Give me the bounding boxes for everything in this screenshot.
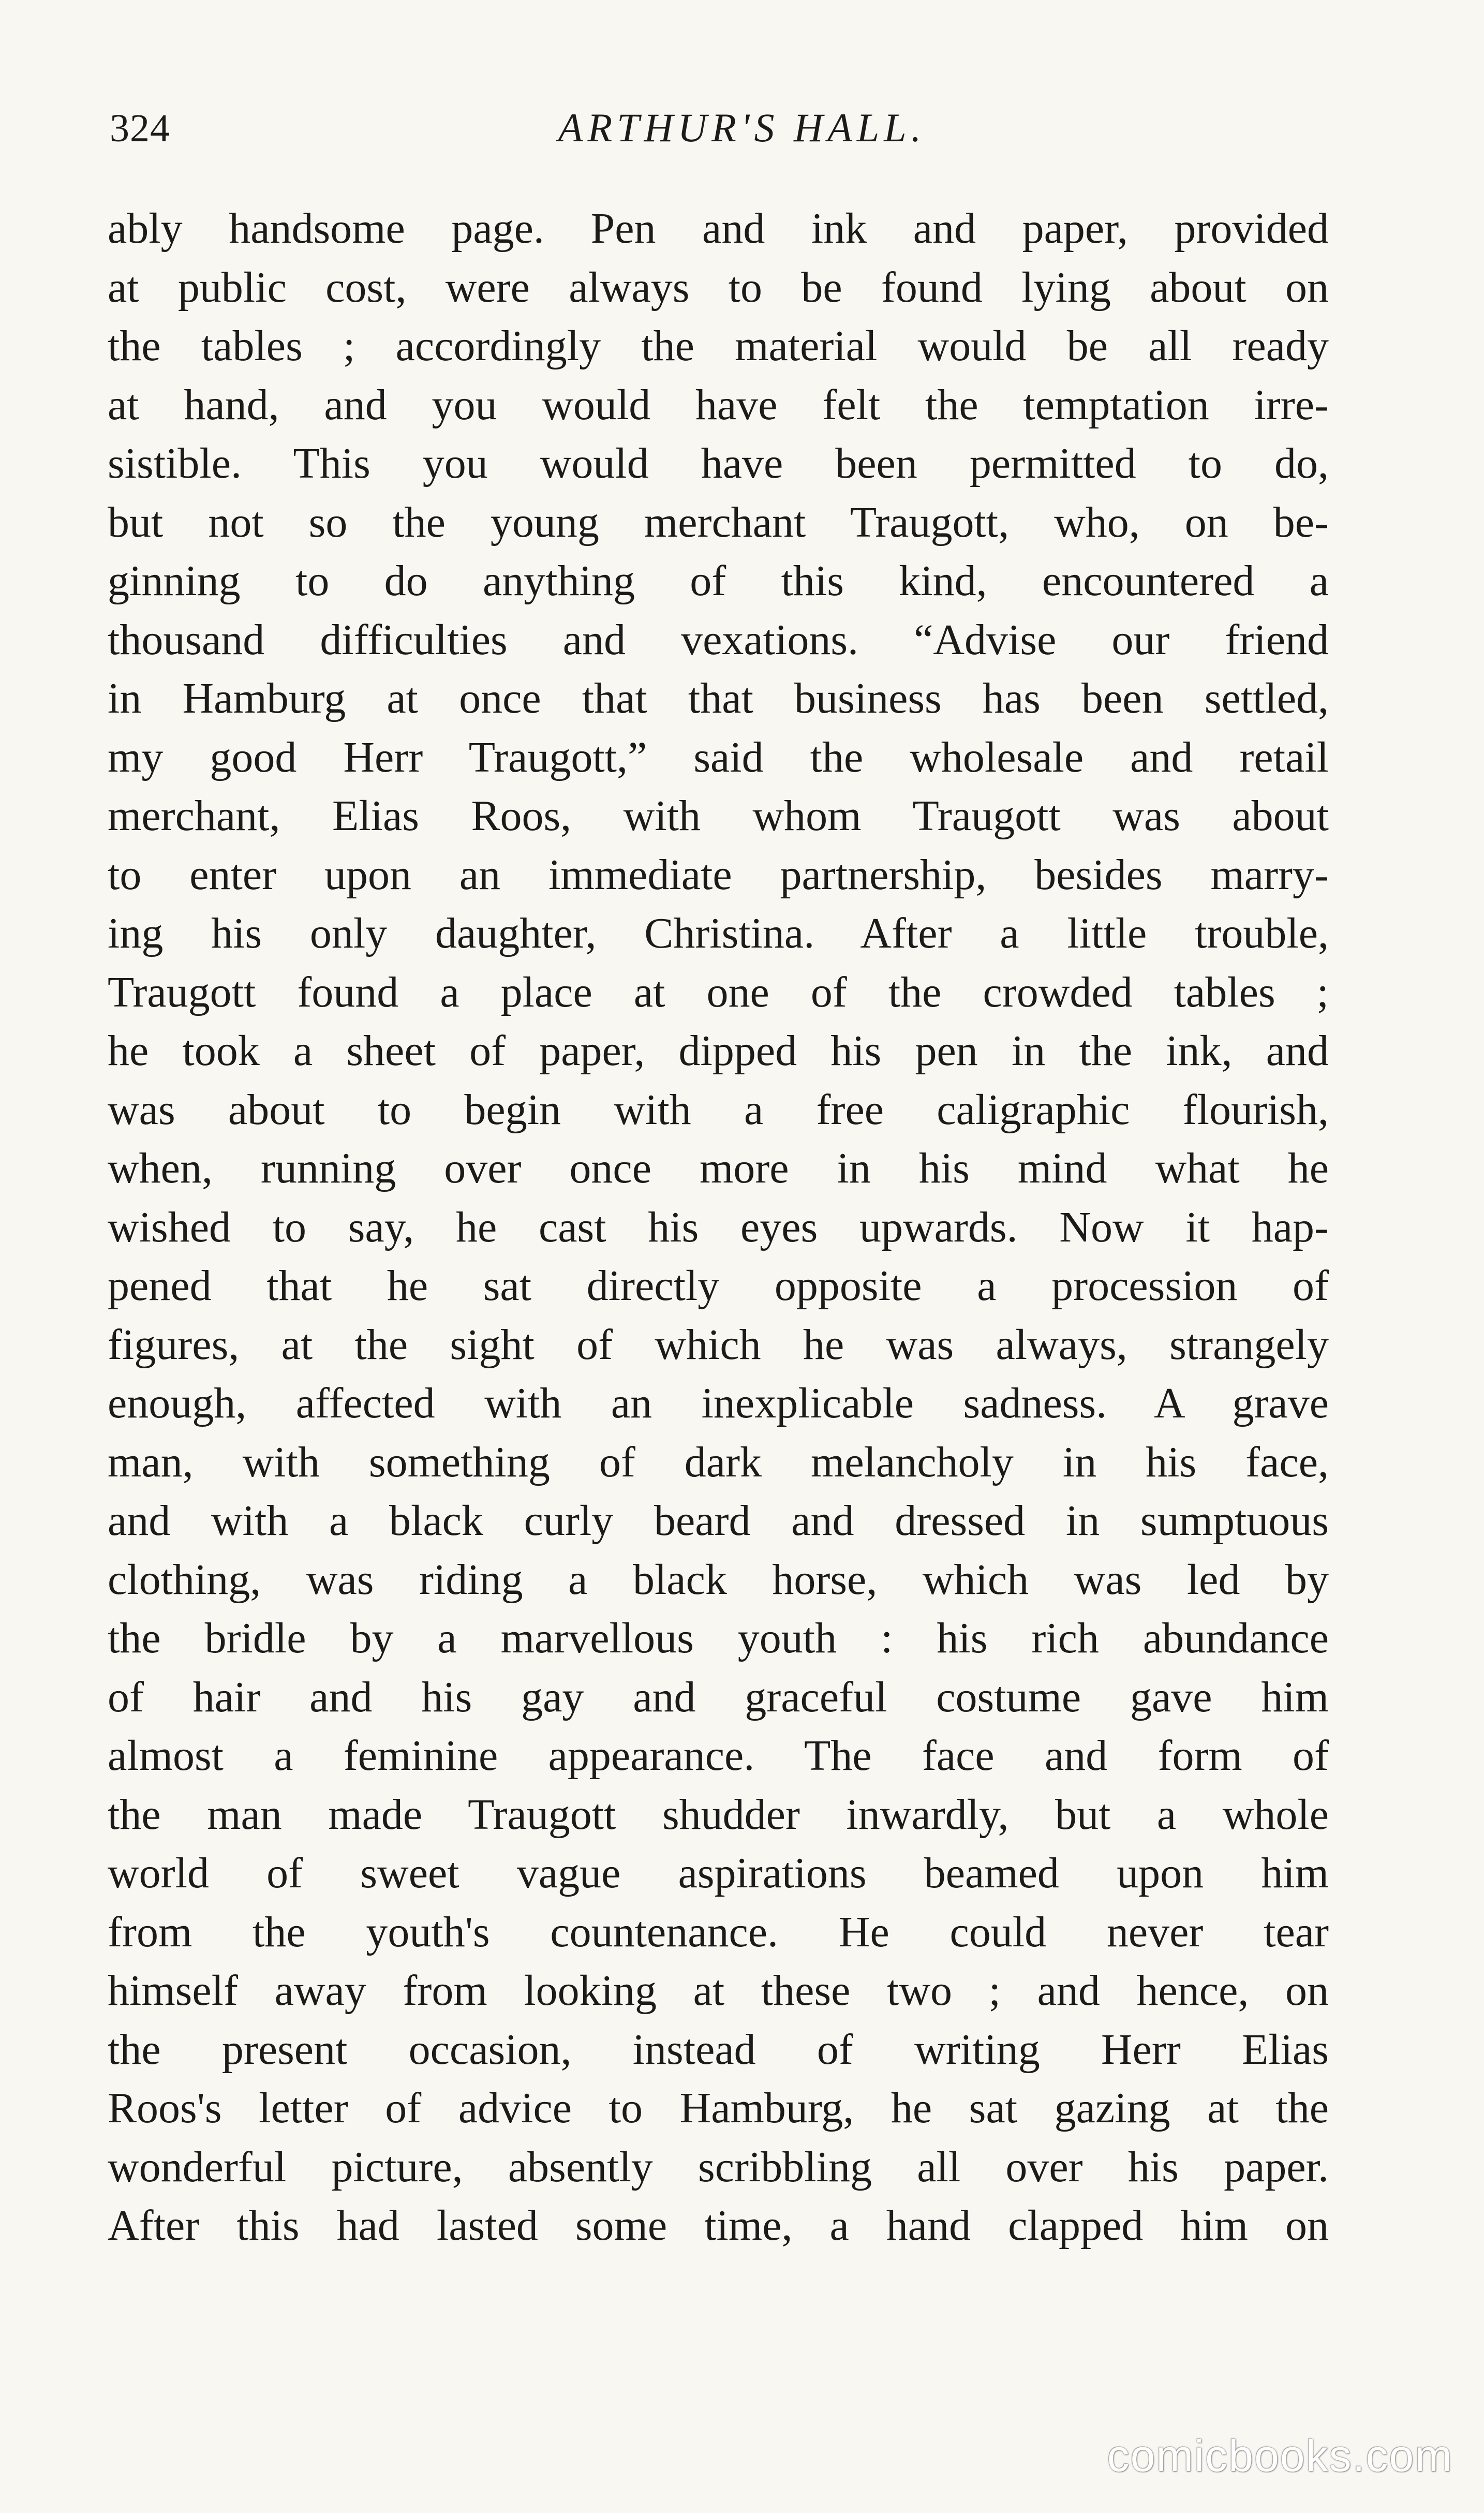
- text-line: but not so the young merchant Traugott, who, on be-: [108, 498, 1329, 546]
- text-line: the man made Traugott shudder inwardly, but a whole: [108, 1790, 1329, 1839]
- text-line: he took a sheet of paper, dipped his pen in the ink, and: [108, 1027, 1329, 1075]
- text-line: sistible. This you would have been permitted to do,: [108, 439, 1329, 487]
- text-line: my good Herr Traugott,” said the wholesale and retail: [108, 733, 1329, 781]
- text-line: Roos's letter of advice to Hamburg, he sat gazing at the: [108, 2084, 1329, 2132]
- watermark: comicbooks.com: [1107, 2431, 1453, 2481]
- body-text: [108, 199, 1329, 2255]
- text-line: was about to begin with a free caligraphic flourish,: [108, 1085, 1329, 1134]
- text-line: enough, affected with an inexplicable sadness. A grave: [108, 1379, 1329, 1427]
- text-line: the bridle by a marvellous youth : his rich abundance: [108, 1614, 1329, 1662]
- text-line: in Hamburg at once that that business has been settled,: [108, 674, 1329, 722]
- page-number: 324: [110, 107, 170, 150]
- text-line: pened that he sat directly opposite a procession of: [108, 1262, 1329, 1310]
- text-line: world of sweet vague aspirations beamed upon him: [108, 1849, 1329, 1897]
- text-line: and with a black curly beard and dressed in sumptuous: [108, 1497, 1329, 1545]
- text-line: merchant, Elias Roos, with whom Traugott was about: [108, 792, 1329, 840]
- text-line: ably handsome page. Pen and ink and paper, provided: [108, 204, 1329, 253]
- text-line: at public cost, were always to be found lying about on: [108, 263, 1329, 312]
- text-line: almost a feminine appearance. The face and form of: [108, 1732, 1329, 1780]
- text-line: himself away from looking at these two ; and hence, on: [108, 1967, 1329, 2015]
- text-line: man, with something of dark melancholy in his face,: [108, 1438, 1329, 1486]
- text-line: wonderful picture, absently scribbling all over his paper.: [108, 2142, 1329, 2191]
- text-line: After this had lasted some time, a hand clapped him on: [108, 2201, 1329, 2250]
- text-line: when, running over once more in his mind what he: [108, 1144, 1329, 1192]
- text-line: wished to say, he cast his eyes upwards. Now it hap-: [108, 1203, 1329, 1251]
- running-head: ARTHUR'S HALL.: [558, 105, 926, 150]
- text-line: the present occasion, instead of writing Herr Elias: [108, 2025, 1329, 2074]
- text-line: from the youth's countenance. He could never tear: [108, 1908, 1329, 1956]
- text-line: ing his only daughter, Christina. After a little trouble,: [108, 909, 1329, 957]
- text-line: of hair and his gay and graceful costume gave him: [108, 1673, 1329, 1721]
- text-line: clothing, was riding a black horse, which was led by: [108, 1555, 1329, 1604]
- text-line: Traugott found a place at one of the crowded tables ;: [108, 968, 1329, 1016]
- text-line: thousand difficulties and vexations. “Advise our friend: [108, 615, 1329, 664]
- text-line: to enter upon an immediate partnership, besides marry-: [108, 850, 1329, 899]
- text-line: the tables ; accordingly the material would be all ready: [108, 322, 1329, 370]
- text-line: at hand, and you would have felt the temptation irre-: [108, 380, 1329, 429]
- text-line: ginning to do anything of this kind, encountered a: [108, 557, 1329, 605]
- text-line: figures, at the sight of which he was always, strangely: [108, 1320, 1329, 1369]
